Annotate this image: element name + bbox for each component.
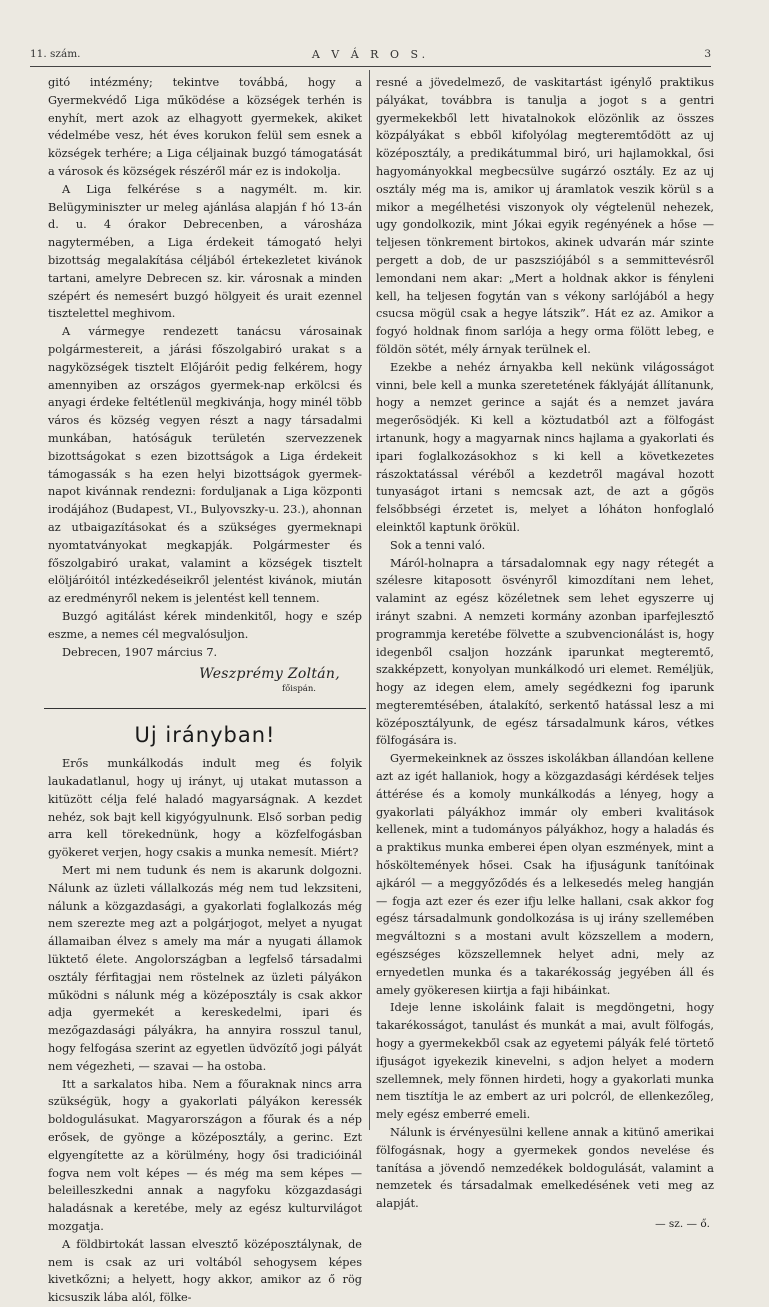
paragraph: A Liga felkérése s a nagymélt. m. kir. Belügyminiszter ur meleg ajánlása alapján f hó 13-án d. u. 4 órakor Debrecenben, a városháza nagytermében, a Liga érdekeit támogató helyi bizottság megalakítása céljából értekezletet kivánok tartani, amelyre Debrecen sz. kir. városnak a minden szépért és nemesért buzgó hölgyeit és urait ezennel tisztelettel meghivom. — [48, 182, 362, 321]
paragraph: Mert mi nem tudunk és nem is akarunk dolgozni. Nálunk az üzleti vállalkozás még nem tud lekzsiteni, nálunk a közgazdasági, a gyakorlati foglalkozás még nem szerezte meg azt a polgárjogot, melyet a nyugat államaiban élvez s amely ma már a nyugati államok lüktető élete. Angolországban a legfelső társadalmi osztály férfitagjai nem röstelnek az üzleti pályákon működni s nálunk még a középosztály is csak akkor adja gyermekét a kereskedelmi, ipari és mezőgazdasági pályákra, ha annyira rosszul tanul, hogy felfogása szerint az egyetlen üdvözítő jogi pályát nem végezheti, — szavai — ha ostoba. — [48, 864, 362, 1073]
header-rule — [30, 66, 711, 67]
paragraph: Ideje lenne iskoláink falait is megdöngetni, hogy takarékosságot, tanulást és munkát a mai, avult fölfogás, hogy a gyermekekből csak az egyetemi pályák felé törtető ifjuságot igyekezik kinevelni, s adjon helyet a modern szellemnek, mely fönnen hirdeti, hogy a gyakorlati munka nem tisztítja le az embert az uri polcról, de ellenkezőleg, mely egész emberré emeli. — [376, 1001, 714, 1122]
paragraph: A földbirtokát lassan elvesztő középosztálynak, de nem is csak az uri voltából sehogysem képes kivetkőzni; a helyett, hogy akkor, amikor az ő rög kicsuszik lába alól, fölke- — [48, 1237, 362, 1305]
author-initials: — sz. — ő. — [655, 1218, 710, 1230]
signature-title: főispán. — [281, 684, 316, 695]
paragraph: Nálunk is érvényesülni kellene annak a kitünő amerikai fölfogásnak, hogy a gyermekek gondos nevelése és tanítása a jövendő nemzedékek boldogulását, valamint a nemzetek és társadalmak emelkedésének veti meg az alapját. — [376, 1126, 714, 1211]
signature-block — [48, 665, 362, 694]
issue-number: 11. szám. — [30, 48, 81, 60]
left-column — [48, 74, 362, 1307]
paragraph: Sok a tenni való. — [390, 538, 486, 552]
article-title: Uj irányban! — [134, 723, 276, 748]
paragraph: Máról-holnapra a társadalomnak egy nagy rétegét a szélesre kitaposott ösvényről kimozdítani nem lehet, valamint az egész közéletnek sem lehet egyszerre uj irányt szabni. A nemzeti kormány azonban iparfejlesztő programmja keretébe fölvette a szubvencionálást is, hogy idegenből csaljon hozzánk iparunkat megteremtő, szakképzett, konyolyan munkálkodó uri elemet. Reméljük, hogy az idegen elem, amely segédkezni fog iparunk megteremtésében, átalakító, serkentő hatással lesz a mi középosztályunk, de egész társadalmunk káros, vétkes fölfogására is. — [376, 556, 714, 748]
paragraph: Ezekbe a nehéz árnyakba kell nekünk világosságot vinni, bele kell a munka szeretetének fáklyáját állítanunk, hogy a nemzet gerince a saját és a nemzet javára megerősödjék. Ki kell a köztudatból azt a fölfogást irtanunk, hogy a magyarnak nincs hajlama a gyakorlati és ipari foglalkozásokhoz s ki kell a következetes rászoktatással véréből a kezdetről magával hozott tunyaságot irtani s nemcsak azt, de azt a gőgös felsőbbségi érzetet is, melyet a lóháton honfoglaló eleinktől kaptunk örökül. — [376, 360, 714, 534]
paragraph: Gyermekeinknek az összes iskolákban állandóan kellene azt az igét hallaniok, hogy a közgazdasági kérdések teljes áttérése és a komoly munkálkodás a lényeg, hogy a gyakorlati pályákhoz immár oly emberi kvalitások kellenek, mint a tudományos pályákhoz, hogy a haladás és a praktikus munka emberei épen olyan eszmények, mint a hősköltemények hősei. Csak ha ifjuságunk tanítóinak ajkáról — a meggyőződés és a lelkesedés meleg hangján — fogja azt ezer és ezer ifju lelke hallani, csak akkor fog egész társadalmunk gondolkozása is uj irány szellemében megváltozni s a mostani avult közszellem a modern, egészséges közszellemnek helyet adni, mely az ernyedetlen munka és a takarékosság jegyében áll és amely gyökeresen kiirtja a faji hibáinkat. — [376, 752, 714, 997]
paragraph: Itt a sarkalatos hiba. Nem a főuraknak nincs arra szükségük, hogy a gyakorlati pályákon keressék boldogulásukat. Magyarországon a főurak és a nép erősek, de gyönge a középosztály, a gerinc. Ezt elgyengítette az a körülmény, hogy ősi tradicióinál fogva nem volt képes — és még ma sem képes — beleilleszkedni annak a nagyfoku közgazdasági haladásnak a keretébe, mely az egész kulturvilágot mozgatja. — [48, 1077, 362, 1234]
paragraph: A vármegye rendezett tanácsu városainak polgármestereit, a járási főszolgabiró urakat s a nagyközségek tisztelt Előjáróit pedig felkérem, hogy amennyiben az országos gyermek-nap erkölcsi és anyagi érdeke feltétlenül megkivánja, hogy minél több város és község vegyen részt a nagy társadalmi munkában, hatóságuk területén szervezzenek bizottságokat s ezen bizottságok a Liga érdekeit támogassák s ha ezen helyi bizottságok gyermek-napot kivánnak rendezni: forduljanak a Liga központi irodájához (Budapest, VI., Bulyovszky-u. 23.), ahonnan az utbaigazításokat és a szükséges gyermeknapi nyomtatványokat megkapják. Polgármester és főszolgabiró urakat, valamint a községek tisztelt elöljáróitól intézkedéseikről jelentést kivánok, miután az eredményről nekem is jelentést kell tennem. — [48, 325, 362, 606]
newspaper-title: A V Á R O S. — [311, 48, 430, 61]
article-separator — [44, 708, 366, 709]
paragraph: resné a jövedelmező, de vaskitartást igénylő praktikus pályákat, továbbra is tanulja a jogot s a gentri gyermekekből lett hivatalnokok elözönlik az összes közpályákat s ebből kifolyólag megteremtődött az uj középosztály, a predikátummal biró, uri hajlamokkal, ősi hagyományokkal megbecsülve sugárzó osztály. Ez az uj osztály még ma is, amikor uj áramlatok veszik körül s a mikor a megélhetési viszonyok oly végtelenül nehezek, ugy gondolkozik, mint Jókai egyik regényének a hőse — teljesen tönkrement birtokos, akinek udvarán már szinte pergett a dob, de ur paszsziójából s a semmittevésről lemondani nem akar: „Mert a holdnak akkor is fényleni kell, ha teljesen fogytán van s vékony sarlójából a hegy csucsa mögül csak a hegye látszik”. Hát ez az. Amikor a fogyó holdnak finom sarlója a hegy orma fölött lebeg, e földön sötét, mély árnyak terülnek el. — [376, 76, 714, 356]
paragraph: gitó intézmény; tekintve továbbá, hogy a Gyermekvédő Liga működése a községek terhén is enyhít, mert azok az elhagyott gyermekek, akiket védelmébe vesz, hét éves korukon felül sem esnek a községek terhére; a Liga céljainak buzgó támogatását a városok és községek részéről már ez is indokolja. — [48, 76, 362, 178]
dateline: Debrecen, 1907 március 7. — [62, 645, 218, 659]
paragraph: Erős munkálkodás indult meg és folyik laukadatlanul, hogy uj irányt, uj utakat mutasson a kitüzött célja felé haladó magyarságnak. A kezdet nehéz, sok bajt kell kigyógyulnunk. Első sorban pedig arra kell törekednünk, hogy a közfelfogásban gyökeret verjen, hogy csakis a munka nemesít. Miért? — [48, 757, 362, 860]
paragraph: Buzgó agitálást kérek mindenkitől, hogy e szép eszme, a nemes cél megvalósuljon. — [48, 609, 362, 641]
page-header — [30, 48, 711, 64]
right-column — [376, 74, 714, 1234]
signature-name: Weszprémy Zoltán, — [199, 666, 340, 683]
page-number: 3 — [704, 48, 711, 60]
column-divider — [369, 70, 370, 1130]
